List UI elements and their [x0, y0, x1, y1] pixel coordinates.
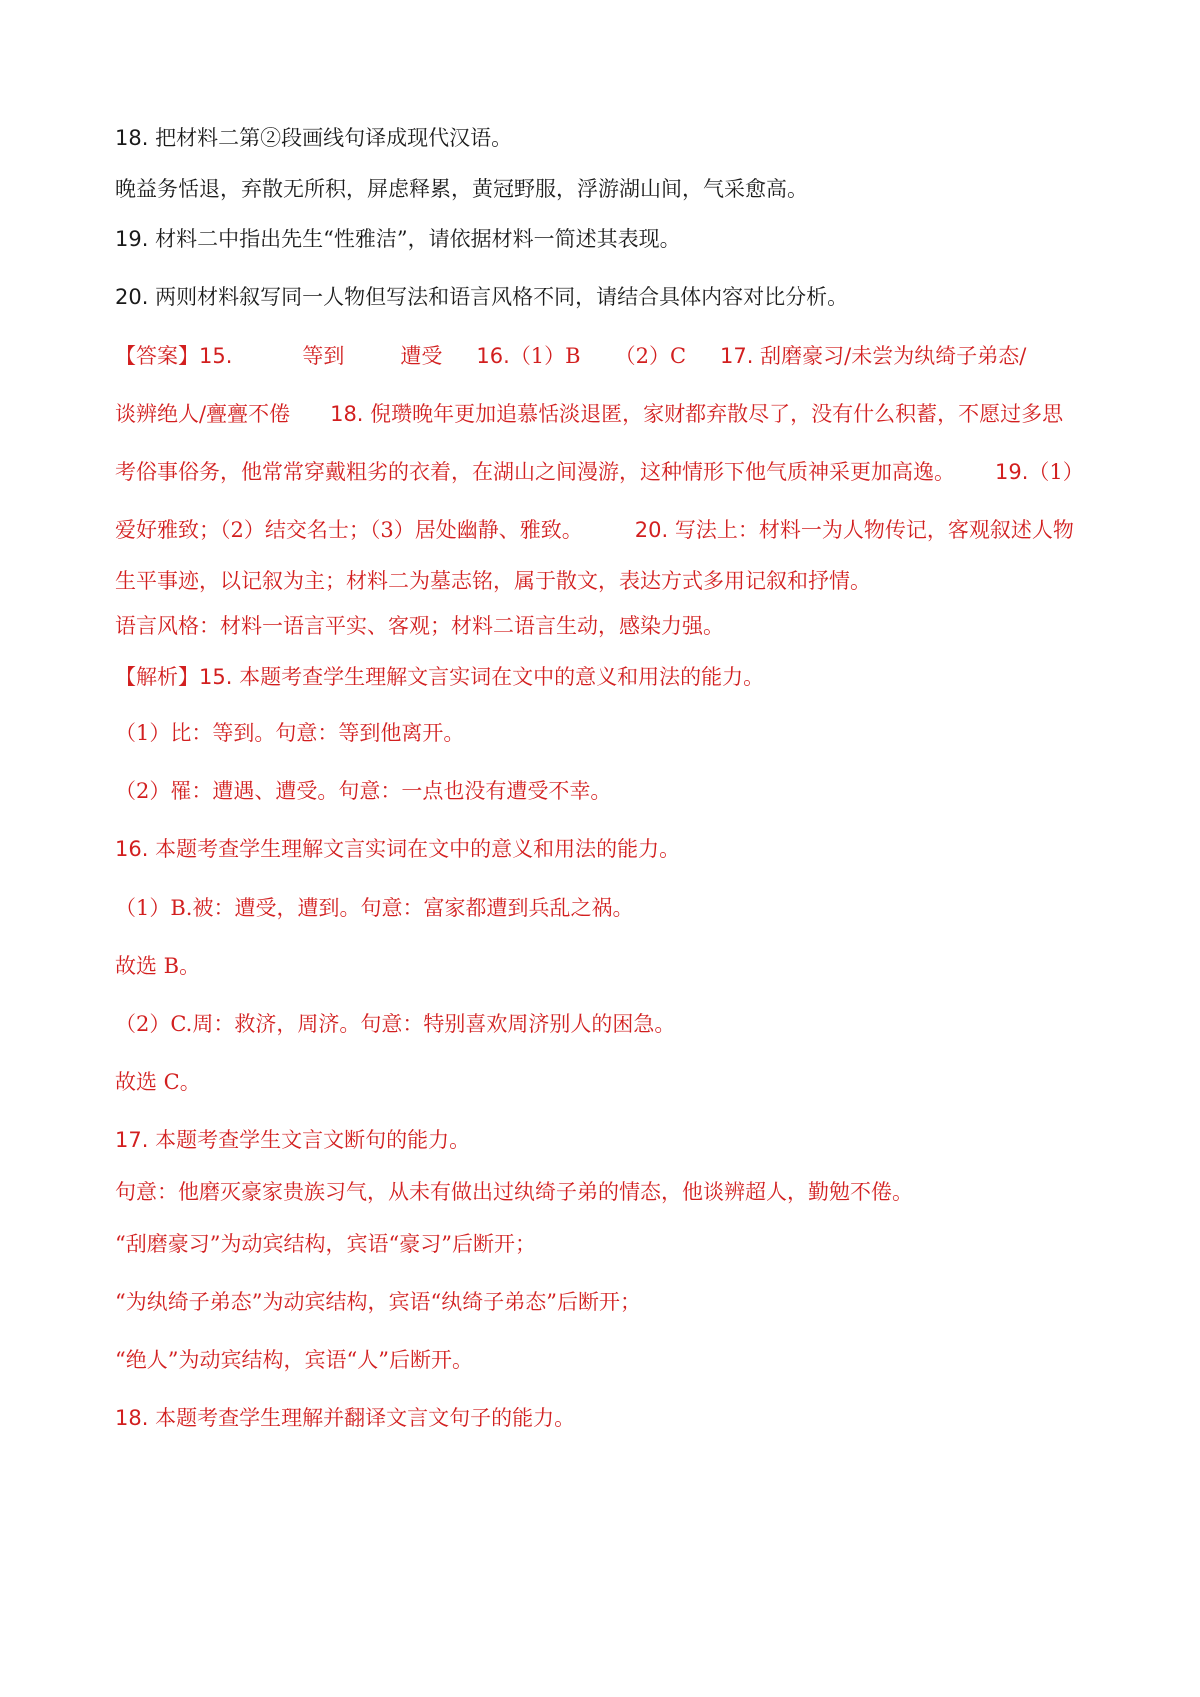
analysis-18	[115, 1403, 575, 1433]
analysis-17-3: “绝人”为动宾结构，宾语“人”后断开。	[115, 1348, 473, 1372]
answer-line-4	[115, 515, 1074, 545]
analysis-15	[115, 662, 764, 692]
answer-17-number: 17.	[720, 344, 754, 368]
answer-label: 【答案】	[115, 344, 199, 368]
answer-15-number: 15.	[199, 344, 233, 368]
answer-line-3	[115, 457, 1084, 487]
answer-18-number: 18.	[330, 402, 364, 426]
answer-16-1: （1）B	[509, 344, 581, 368]
answer-20-style: 语言风格：材料一语言平实、客观；材料二语言生动，感染力强。	[115, 614, 724, 638]
analysis-16-number: 16.	[115, 837, 149, 861]
answer-18-continued: 考俗事俗务，他常常穿戴粗劣的衣着，在湖山之间漫游，这种情形下他气质神采更加高逸。	[115, 460, 955, 484]
answer-15-2: 遭受	[400, 344, 443, 368]
question-18	[115, 123, 512, 153]
analysis-16	[115, 834, 680, 864]
question-19-text: 材料二中指出先生“性雅洁”，请依据材料一简述其表现。	[155, 227, 681, 251]
analysis-18-number: 18.	[115, 1406, 149, 1430]
answer-19-number: 19.	[995, 460, 1029, 484]
analysis-17	[115, 1125, 470, 1155]
analysis-15-number: 15.	[199, 665, 233, 689]
analysis-15-text: 本题考查学生理解文言实词在文中的意义和用法的能力。	[239, 665, 765, 689]
analysis-17-number: 17.	[115, 1128, 149, 1152]
analysis-16-1-choice: 故选 B。	[115, 954, 201, 978]
analysis-18-text: 本题考查学生理解并翻译文言文句子的能力。	[155, 1406, 576, 1430]
analysis-17-1: “刮磨豪习”为动宾结构，宾语“豪习”后断开；	[115, 1232, 536, 1256]
answer-18-text: 倪瓒晚年更加追慕恬淡退匿，家财都弃散尽了，没有什么积蓄，不愿过多思	[370, 402, 1064, 426]
question-18-text: 把材料二第②段画线句译成现代汉语。	[155, 126, 513, 150]
question-19-number: 19.	[115, 227, 149, 251]
analysis-15-1: （1）比：等到。句意：等到他离开。	[115, 721, 465, 745]
question-19	[115, 224, 681, 254]
analysis-16-2-choice: 故选 C。	[115, 1070, 201, 1094]
question-18-number: 18.	[115, 126, 149, 150]
question-20-text: 两则材料叙写同一人物但写法和语言风格不同，请结合具体内容对比分析。	[155, 285, 849, 309]
analysis-17-meaning: 句意：他磨灭豪家贵族习气，从未有做出过纨绮子弟的情态，他谈辨超人，勤勉不倦。	[115, 1180, 913, 1204]
analysis-label: 【解析】	[115, 665, 199, 689]
answer-20-continued: 生平事迹，以记叙为主；材料二为墓志铭，属于散文，表达方式多用记叙和抒情。	[115, 569, 871, 593]
analysis-17-text: 本题考查学生文言文断句的能力。	[155, 1128, 471, 1152]
answer-16-2: （2）C	[614, 344, 687, 368]
answer-19-1: （1）	[1028, 460, 1084, 484]
answer-20-text: 写法上：材料一为人物传记，客观叙述人物	[674, 518, 1074, 542]
question-20-number: 20.	[115, 285, 149, 309]
answer-16-number: 16.	[476, 344, 510, 368]
analysis-15-2: （2）罹：遭遇、遭受。句意：一点也没有遭受不幸。	[115, 779, 612, 803]
question-20	[115, 282, 848, 312]
answer-15-1: 等到	[302, 344, 345, 368]
answer-20-number: 20.	[634, 518, 669, 542]
analysis-16-text: 本题考查学生理解文言实词在文中的意义和用法的能力。	[155, 837, 681, 861]
answer-line-1	[115, 341, 1026, 371]
answer-17-continued: 谈辨绝人/亹亹不倦	[115, 402, 291, 426]
analysis-16-1: （1）B.被：遭受，遭到。句意：富家都遭到兵乱之祸。	[115, 896, 634, 920]
answer-19-continued: 爱好雅致；（2）结交名士；（3）居处幽静、雅致。	[115, 518, 583, 542]
answer-line-2	[115, 399, 1063, 429]
analysis-17-2: “为纨绮子弟态”为动宾结构，宾语“纨绮子弟态”后断开；	[115, 1290, 641, 1314]
question-18-sentence: 晚益务恬退，弃散无所积，屏虑释累，黄冠野服，浮游湖山间，气采愈高。	[115, 177, 808, 201]
analysis-16-2: （2）C.周：救济，周济。句意：特别喜欢周济别人的困急。	[115, 1012, 676, 1036]
answer-17-text: 刮磨豪习/未尝为纨绮子弟态/	[760, 344, 1027, 368]
